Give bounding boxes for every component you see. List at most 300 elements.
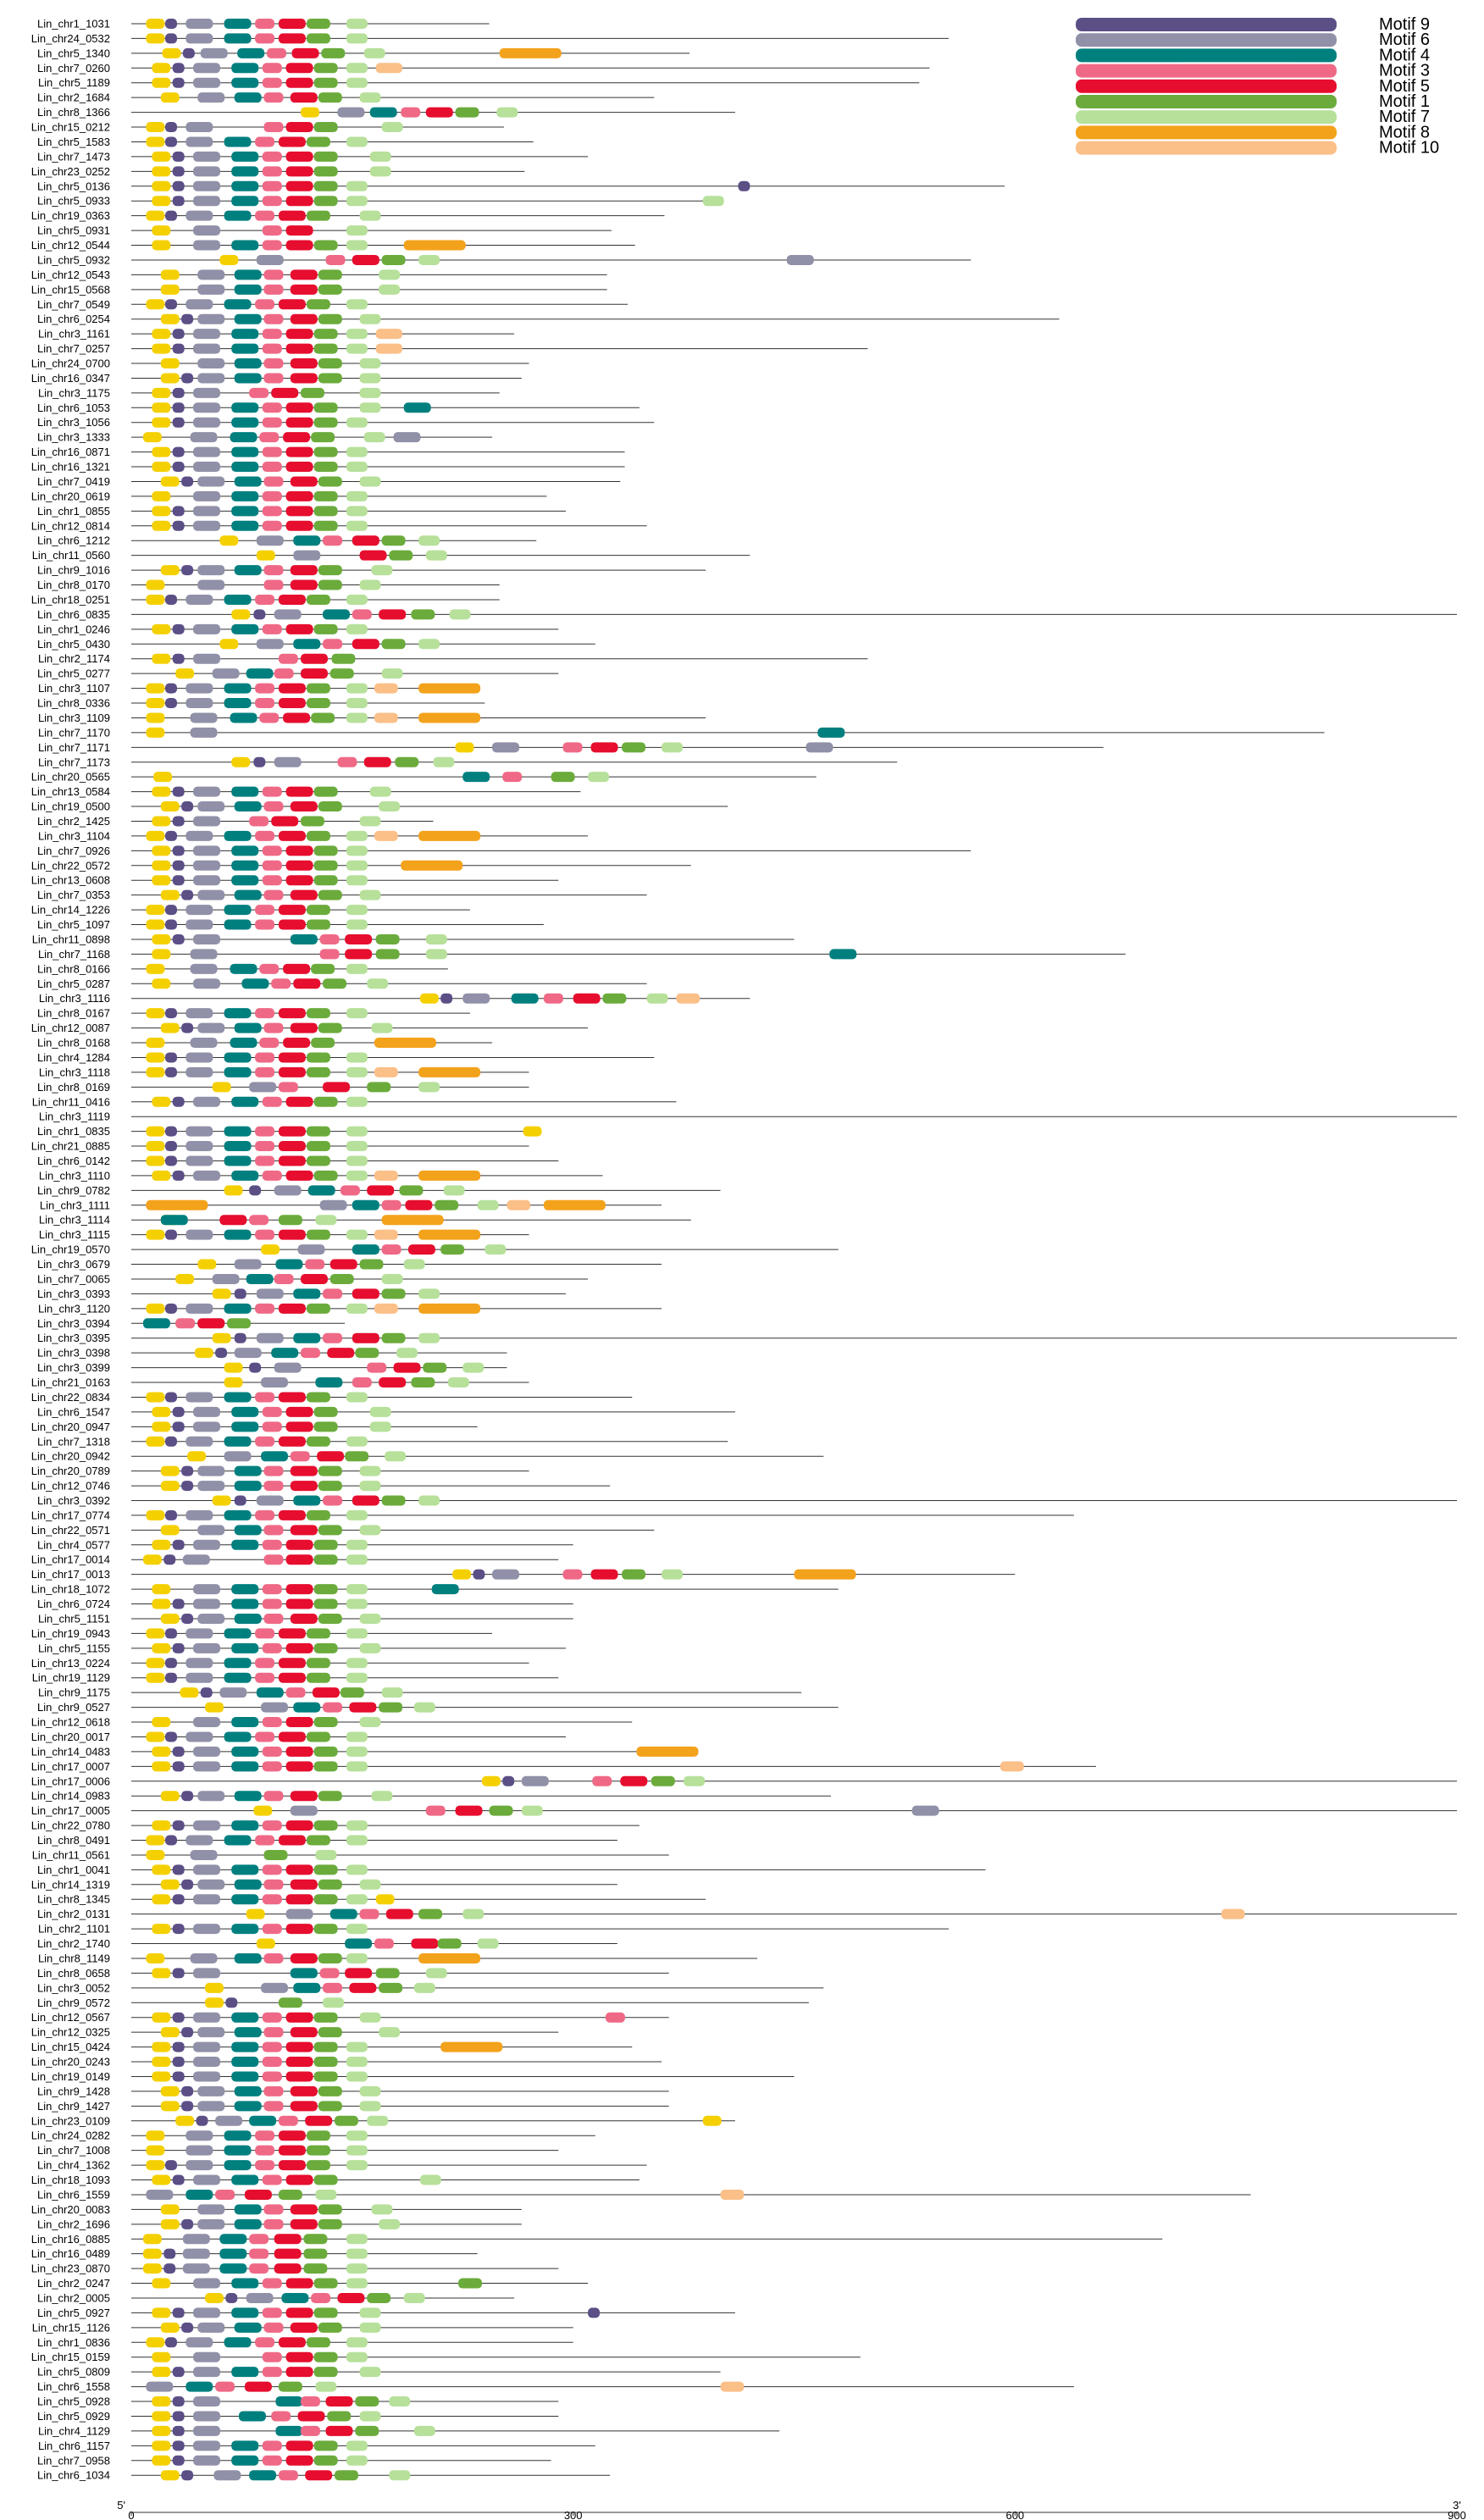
gene-name: Lin_chr23_0109 [30,2114,110,2128]
motif-4 [231,2175,258,2185]
motif-6 [146,2190,173,2200]
motif-yellow [146,1628,164,1638]
gene-row [31,785,581,798]
gene-name: Lin_chr7_1473 [36,150,110,163]
motif-9 [163,2249,175,2259]
motif-3 [255,211,274,221]
motif-6 [193,1761,220,1771]
motif-7 [346,1864,368,1875]
motif-3 [255,831,274,841]
motif-3 [263,78,282,88]
motif-yellow [152,2456,170,2466]
motif-yellow [205,1703,224,1713]
motif-yellow [152,1747,170,1757]
gene-name: Lin_chr9_0527 [36,1701,110,1714]
motif-4 [231,1747,258,1757]
motif-yellow [152,1584,170,1594]
motif-1 [307,2146,330,2156]
motif-5 [286,63,313,73]
motif-6 [197,2219,224,2229]
motif-7 [444,1185,465,1195]
motif-7 [426,551,447,561]
motif-4 [224,1067,252,1077]
motif-yellow [205,2293,224,2303]
gene-name: Lin_chr7_0958 [36,2454,110,2467]
gene-row [31,461,625,474]
motif-6 [197,2204,224,2214]
motif-3 [249,2263,269,2274]
motif-5 [279,2146,306,2156]
motif-7 [370,152,391,162]
motif-yellow [146,728,164,738]
motif-yellow [152,152,170,162]
motif-5 [291,1953,318,1963]
motif-6 [146,2382,173,2392]
motif-7 [346,344,368,354]
motif-4 [231,402,258,413]
gene-name: Lin_chr7_1008 [36,2144,110,2157]
motif-7 [346,329,368,339]
motif-3 [255,905,274,915]
motif-7 [346,1673,368,1683]
motif-9 [181,2470,193,2480]
gene-name: Lin_chr12_0544 [30,239,110,252]
motif-4 [224,1392,252,1402]
gene-name: Lin_chr6_0835 [36,607,110,621]
motif-7 [346,2352,368,2362]
motif-4 [293,1333,320,1343]
motif-yellow [143,432,162,442]
gene-row [31,372,522,385]
motif-5 [301,1274,328,1284]
gene-row [39,1228,529,1241]
motif-6 [197,2086,224,2096]
motif-7 [360,373,381,383]
legend [1076,15,1439,158]
motif-5 [286,1584,313,1594]
motif-1 [367,1082,390,1092]
motif-1 [307,2160,330,2170]
motif-7 [360,1717,381,1727]
gene-name: Lin_chr3_0395 [36,1332,110,1345]
motif-6 [186,19,213,29]
motif-3 [263,2440,282,2451]
motif-3 [263,787,282,797]
motif-3 [263,624,282,634]
motif-7 [346,1554,368,1565]
motif-3 [323,1983,342,1993]
motif-6 [213,1274,240,1284]
motif-yellow [146,211,164,221]
gene-row [37,342,867,355]
motif-7 [346,2160,368,2170]
motif-9 [165,1155,177,1166]
motif-6 [186,1731,213,1742]
motif-yellow [146,1510,164,1520]
motif-7 [418,1288,440,1299]
motif-5 [274,2249,302,2259]
gene-row [38,1612,573,1625]
motif-4 [257,1687,284,1698]
motif-9 [173,1820,185,1830]
motif-1 [314,447,338,457]
motif-5 [279,698,306,708]
motif-3 [263,491,282,501]
motif-yellow [152,2440,170,2451]
motif-1 [279,1997,302,2008]
motif-9 [225,2293,237,2303]
motif-4 [235,2027,262,2037]
motif-1 [318,1791,342,1801]
motif-7 [346,1540,368,1550]
motif-4 [231,624,258,634]
motif-6 [186,1141,213,1151]
motif-1 [335,2116,358,2126]
gene-row [37,2100,669,2113]
motif-5 [291,1481,318,1491]
motif-7 [346,491,368,501]
motif-1 [301,816,324,826]
motif-3 [263,418,282,428]
motif-9 [173,402,185,413]
motif-9 [173,2456,185,2466]
motif-4 [224,1673,252,1683]
motif-3 [263,1924,282,1934]
motif-1 [318,801,342,811]
motif-8 [440,2042,502,2052]
motif-1 [435,1200,458,1210]
motif-5 [379,1377,406,1387]
motif-6 [186,1673,213,1683]
motif-5 [279,2130,306,2141]
motif-6 [257,639,284,649]
motif-3 [263,63,282,73]
motif-5 [313,1687,340,1698]
motif-1 [318,1953,342,1963]
motif-7 [346,920,368,930]
motif-9 [173,166,185,176]
gene-row [38,2440,595,2452]
legend-swatch-9 [1076,18,1337,31]
motif-5 [279,1731,306,1742]
motif-10 [376,329,402,339]
motif-yellow [146,1953,164,1963]
motif-yellow [452,1570,471,1580]
motif-3 [263,1894,282,1904]
motif-6 [193,521,220,531]
gene-row [37,1347,507,1360]
motif-yellow [253,1806,272,1816]
motif-5 [327,1348,354,1358]
motif-1 [379,1983,402,1993]
motif-3 [264,2323,284,2333]
motif-yellow [146,1141,164,1151]
motif-5 [286,181,313,191]
gene-row [39,1066,529,1078]
motif-3 [592,1776,612,1786]
motif-yellow [146,122,164,132]
motif-5 [291,2323,318,2333]
motif-1 [318,1023,342,1033]
gene-name: Lin_chr6_0254 [36,313,110,326]
motif-9 [588,2307,600,2318]
motif-yellow [152,2396,170,2406]
motif-3 [337,757,357,767]
motif-9 [173,2013,185,2023]
motif-6 [193,1968,220,1978]
motif-1 [307,1127,330,1137]
motif-5 [286,2013,313,2023]
gene-row [31,2056,662,2069]
motif-4 [231,196,258,206]
motif-9 [235,1496,246,1506]
motif-1 [314,78,338,88]
motif-5 [286,2042,313,2052]
motif-yellow [146,580,164,590]
motif-5 [379,609,406,619]
gene-row [37,180,1005,192]
gene-name: Lin_chr17_0774 [30,1509,110,1522]
motif-yellow [161,1481,180,1491]
motif-5 [286,1421,313,1432]
motif-7 [346,2042,368,2052]
motif-5 [279,1067,306,1077]
gene-row [37,298,628,311]
motif-4 [231,152,258,162]
motif-3 [274,668,294,678]
motif-5 [291,1525,318,1535]
motif-3 [249,2234,269,2244]
gene-row [37,47,689,59]
motif-3 [263,2042,282,2052]
gene-name: Lin_chr14_1319 [30,1878,110,1891]
motif-5 [291,2027,318,2037]
motif-6 [320,1200,347,1210]
motif-5 [279,595,306,605]
motif-6 [193,624,220,634]
motif-1 [311,1038,335,1048]
motif-5 [286,196,313,206]
motif-1 [307,1628,330,1638]
motif-6 [186,2160,213,2170]
gene-name: Lin_chr15_0424 [30,2041,110,2054]
motif-3 [263,875,282,885]
gene-name: Lin_chr7_1318 [36,1435,110,1448]
gene-name: Lin_chr17_0006 [30,1775,110,1788]
motif-7 [346,1953,368,1963]
motif-7 [367,978,388,989]
motif-6 [186,2337,213,2347]
motif-7 [346,1171,368,1181]
motif-3 [263,344,282,354]
motif-yellow [152,1864,170,1875]
motif-3 [175,1318,195,1328]
gene-name: Lin_chr3_1107 [37,682,110,695]
motif-3 [263,241,282,251]
axis-end-label: 3' [1453,2499,1461,2512]
motif-6 [193,1599,220,1609]
gene-row [31,121,504,134]
motif-1 [314,787,338,797]
motif-7 [346,1761,368,1771]
motif-7 [462,1363,484,1373]
motif-7 [418,639,440,649]
motif-6 [183,2249,210,2259]
motif-5 [573,994,601,1004]
gene-row [31,874,559,887]
motif-4 [224,1141,252,1151]
motif-3 [263,1747,282,1757]
motif-5 [219,1215,246,1225]
motif-3 [264,1525,284,1535]
motif-yellow [146,1127,164,1137]
motif-yellow [146,595,164,605]
motif-4 [308,1185,335,1195]
motif-1 [314,241,338,251]
motif-6 [257,1288,284,1299]
gene-name: Lin_chr5_0931 [36,224,110,237]
motif-4 [293,1288,320,1299]
motif-7 [346,2456,368,2466]
motif-6 [492,742,519,752]
motif-4 [224,1127,252,1137]
motif-yellow [205,1983,224,1993]
motif-yellow [161,2470,180,2480]
gene-name: Lin_chr5_1189 [37,76,110,90]
motif-7 [346,1747,368,1757]
motif-7 [346,712,368,723]
gene-name: Lin_chr3_1119 [38,1110,110,1123]
motif-yellow [213,1496,231,1506]
motif-6 [297,1244,324,1254]
motif-7 [360,1481,381,1491]
motif-5 [283,1038,310,1048]
motif-yellow [152,978,170,989]
gene-row [31,1657,529,1670]
gene-row [37,1155,558,1167]
gene-row [37,815,434,828]
motif-6 [197,314,224,324]
motif-6 [186,1052,213,1062]
motif-4 [231,506,258,516]
motif-6 [249,1082,276,1092]
motif-4 [231,787,258,797]
motif-9 [165,1628,177,1638]
motif-4 [231,1599,258,1609]
legend-swatch-3 [1076,64,1337,78]
motif-1 [376,934,400,944]
motif-9 [173,506,185,516]
gene-name: Lin_chr8_0491 [36,1834,110,1847]
gene-row [37,91,654,104]
motif-yellow [146,684,164,694]
gene-row [31,2026,559,2039]
motif-6 [193,1924,220,1934]
motif-4 [231,462,258,472]
motif-9 [440,994,452,1004]
motif-6 [186,1658,213,1668]
motif-1 [264,1850,288,1860]
motif-9 [173,2396,185,2406]
motif-yellow [152,1924,170,1934]
motif-9 [173,1968,185,1978]
motif-3 [301,1348,320,1358]
gene-name: Lin_chr2_1696 [36,2218,110,2231]
motif-9 [173,1540,185,1550]
motif-1 [376,949,400,959]
gene-row [31,209,665,222]
gene-row [38,1642,566,1654]
motif-1 [376,1968,400,1978]
motif-1 [307,1392,330,1402]
motif-7 [346,78,368,88]
motif-3 [367,1363,386,1373]
motif-9 [173,63,185,73]
motif-6 [462,994,490,1004]
motif-5 [291,890,318,900]
motif-1 [314,1540,338,1550]
motif-6 [235,1348,262,1358]
motif-5 [286,845,313,856]
motif-1 [279,2190,302,2200]
motif-7 [360,2367,381,2377]
motif-yellow [152,2352,170,2362]
motif-6 [186,595,213,605]
motif-5 [352,1496,379,1506]
motif-1 [355,2426,379,2436]
motif-3 [323,1496,342,1506]
motif-7 [382,1687,403,1698]
motif-3 [263,1421,282,1432]
motif-6 [261,1377,288,1387]
motif-1 [307,1141,330,1151]
gene-row [32,1671,559,1684]
motif-6 [197,890,224,900]
motif-3 [263,1864,282,1875]
gene-row [39,1169,603,1182]
motif-8 [404,241,466,251]
motif-10 [676,994,700,1004]
gene-rows [31,18,1457,2482]
motif-6 [193,934,220,944]
motif-1 [314,152,338,162]
legend-label-5: Motif 5 [1379,76,1431,96]
motif-9 [163,1554,175,1565]
motif-6 [912,1806,939,1816]
motif-8 [146,1200,208,1210]
motif-6 [193,2456,220,2466]
motif-1 [311,432,335,442]
motif-6 [186,1392,213,1402]
motif-5 [279,1437,306,1447]
motif-5 [286,166,313,176]
motif-6 [193,1820,220,1830]
motif-3 [263,2013,282,2023]
motif-yellow [175,2116,194,2126]
motif-1 [314,402,338,413]
motif-4 [231,329,258,339]
motif-1 [311,964,335,974]
gene-row [37,845,971,857]
motif-yellow [161,1880,180,1890]
motif-3 [263,2071,282,2081]
motif-3 [255,299,274,309]
gene-row [37,2159,647,2172]
motif-yellow [152,875,170,885]
motif-7 [346,2249,368,2259]
motif-1 [360,1260,384,1270]
motif-5 [283,712,310,723]
